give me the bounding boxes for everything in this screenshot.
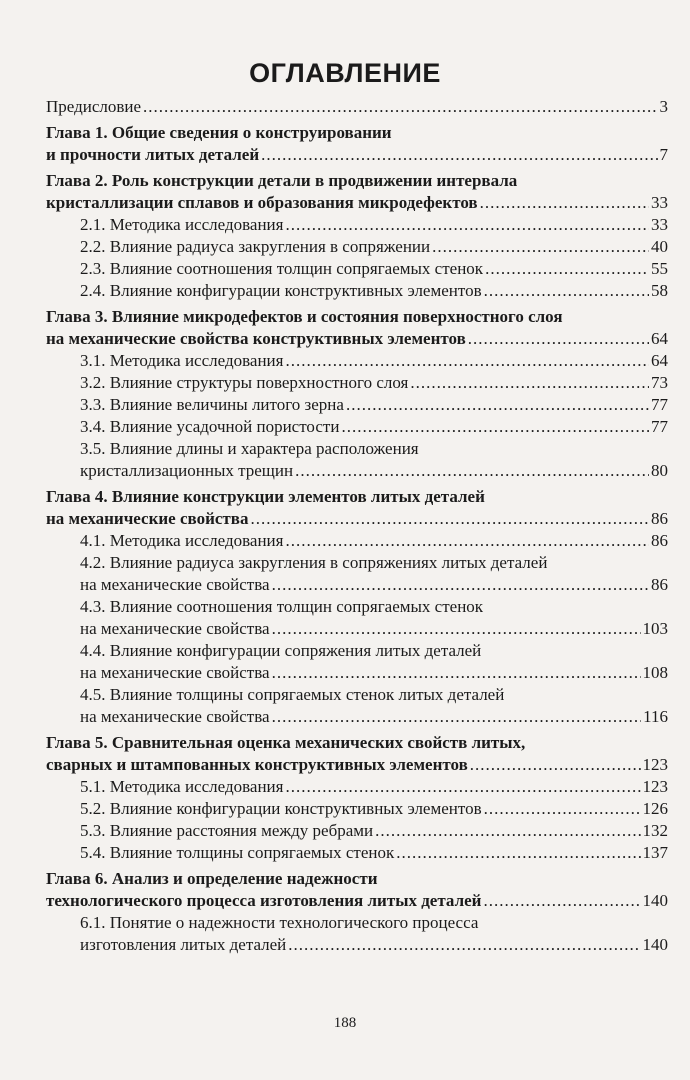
toc-entry-text: изготовления литых деталей	[80, 935, 287, 954]
toc-entry-text: на механические свойства	[46, 509, 249, 528]
toc-entry-text: 3.3. Влияние величины литого зерна	[80, 395, 344, 414]
toc-page-number: 140	[642, 891, 668, 910]
dot-leader	[470, 754, 641, 776]
toc-entry-text: кристаллизационных трещин	[80, 461, 294, 480]
dot-leader	[272, 662, 641, 684]
toc-page-number: 33	[651, 215, 668, 234]
toc-page-number: 58	[651, 281, 668, 300]
toc-entry-text: 2.1. Методика исследования	[80, 215, 284, 234]
dot-leader	[143, 96, 657, 118]
dot-leader	[288, 934, 640, 956]
dot-leader	[250, 508, 649, 530]
toc-chapter-entry	[46, 732, 668, 776]
toc-section-entry	[46, 280, 668, 302]
toc-chapter-entry	[46, 868, 668, 912]
toc-entry-text: Глава 3. Влияние микродефектов и состояния поверхностного слоя	[46, 307, 563, 326]
dot-leader	[295, 460, 649, 482]
toc-entry-text: 5.4. Влияние толщины сопрягаемых стенок	[80, 843, 395, 862]
toc-page-number: 123	[642, 755, 668, 774]
toc-entry-text: и прочности литых деталей	[46, 145, 260, 164]
dot-leader	[285, 214, 649, 236]
toc-entry-text: Глава 4. Влияние конструкции элементов литых деталей	[46, 487, 485, 506]
toc-section-entry	[46, 552, 668, 596]
toc-entry-text: Глава 6. Анализ и определение надежности	[46, 869, 378, 888]
toc-entry-text: на механические свойства	[80, 619, 270, 638]
toc-page-number: 77	[651, 395, 668, 414]
toc-section-entry	[46, 842, 668, 864]
dot-leader	[272, 574, 649, 596]
toc-page-number: 55	[651, 259, 668, 278]
dot-leader	[483, 890, 640, 912]
dot-leader	[285, 776, 640, 798]
toc-section-entry	[46, 912, 668, 956]
toc-page-number: 33	[651, 193, 668, 212]
toc-section-entry	[46, 372, 668, 394]
toc-entry-text: 6.1. Понятие о надежности технологического процесса	[80, 913, 479, 932]
toc-entry-text: 5.3. Влияние расстояния между ребрами	[80, 821, 374, 840]
toc-entry-text: 4.5. Влияние толщины сопрягаемых стенок литых деталей	[80, 685, 505, 704]
toc-chapter-entry	[46, 122, 668, 166]
toc-page-number: 86	[651, 509, 668, 528]
toc-section-entry	[46, 394, 668, 416]
toc-entry-text: Глава 5. Сравнительная оценка механических свойств литых,	[46, 733, 526, 752]
dot-leader	[285, 530, 649, 552]
toc-entry-text: 3.5. Влияние длины и характера расположения	[80, 439, 419, 458]
toc-section-entry	[46, 798, 668, 820]
toc-section-entry	[46, 214, 668, 236]
toc-page-number: 86	[651, 575, 668, 594]
toc-page-number: 86	[651, 531, 668, 550]
toc-entry-text: на механические свойства	[80, 663, 270, 682]
toc-entry-text: 3.4. Влияние усадочной пористости	[80, 417, 340, 436]
toc-section-entry	[46, 350, 668, 372]
toc-chapter-entry	[46, 170, 668, 214]
toc-entry-text: 5.1. Методика исследования	[80, 777, 284, 796]
toc-entry-text: 4.1. Методика исследования	[80, 531, 284, 550]
toc-entry-text: 4.4. Влияние конфигурации сопряжения литых деталей	[80, 641, 482, 660]
toc-entry-text: на механические свойства конструктивных элементов	[46, 329, 466, 348]
toc-entry-text: кристаллизации сплавов и образования микродефектов	[46, 193, 478, 212]
toc-page-number: 123	[642, 777, 668, 796]
toc-page-number: 103	[642, 619, 668, 638]
toc-entry-text: на механические свойства	[80, 575, 270, 594]
dot-leader	[432, 236, 649, 258]
toc-section-entry	[46, 776, 668, 798]
toc-page-number: 77	[651, 417, 668, 436]
table-of-contents	[46, 96, 668, 956]
toc-entry-text: 2.2. Влияние радиуса закругления в сопряжении	[80, 237, 431, 256]
toc-section-entry	[46, 530, 668, 552]
dot-leader	[396, 842, 640, 864]
dot-leader	[480, 192, 649, 214]
toc-entry-text: 4.3. Влияние соотношения толщин сопрягаемых стенок	[80, 597, 484, 616]
dot-leader	[375, 820, 640, 842]
toc-page-number: 126	[642, 799, 668, 818]
toc-entry-text: на механические свойства	[80, 707, 270, 726]
toc-entry-text: Глава 1. Общие сведения о конструировании	[46, 123, 392, 142]
toc-chapter-entry	[46, 96, 668, 118]
toc-page-number: 64	[651, 329, 668, 348]
toc-entry-text: 3.2. Влияние структуры поверхностного слоя	[80, 373, 409, 392]
toc-entry-text: 5.2. Влияние конфигурации конструктивных элементов	[80, 799, 482, 818]
toc-chapter-entry	[46, 486, 668, 530]
page-number: 188	[333, 1015, 357, 1031]
toc-section-entry	[46, 820, 668, 842]
toc-section-entry	[46, 640, 668, 684]
toc-entry-text: Глава 2. Роль конструкции детали в продвижении интервала	[46, 171, 518, 190]
toc-page-number: 73	[651, 373, 668, 392]
toc-page-number: 108	[642, 663, 668, 682]
dot-leader	[468, 328, 649, 350]
toc-entry-text: сварных и штампованных конструктивных элементов	[46, 755, 468, 774]
toc-entry-text: 2.3. Влияние соотношения толщин сопрягаемых стенок	[80, 259, 484, 278]
toc-page-number: 132	[642, 821, 668, 840]
toc-page-number: 3	[659, 97, 668, 116]
dot-leader	[272, 706, 642, 728]
toc-page-number: 137	[642, 843, 668, 862]
dot-leader	[410, 372, 649, 394]
toc-section-entry	[46, 416, 668, 438]
dot-leader	[341, 416, 649, 438]
toc-page-number: 64	[651, 351, 668, 370]
toc-page-number: 7	[659, 145, 668, 164]
page-title: ОГЛАВЛЕНИЕ	[249, 58, 441, 88]
toc-section-entry	[46, 236, 668, 258]
toc-page-number: 40	[651, 237, 668, 256]
toc-page-number: 116	[643, 707, 668, 726]
dot-leader	[484, 280, 649, 302]
toc-chapter-entry	[46, 306, 668, 350]
dot-leader	[346, 394, 649, 416]
toc-entry-text: Предисловие	[46, 97, 142, 116]
toc-page-number: 80	[651, 461, 668, 480]
toc-section-entry	[46, 258, 668, 280]
dot-leader	[285, 350, 649, 372]
dot-leader	[484, 798, 641, 820]
toc-section-entry	[46, 596, 668, 640]
toc-entry-text: 2.4. Влияние конфигурации конструктивных элементов	[80, 281, 482, 300]
toc-section-entry	[46, 438, 668, 482]
dot-leader	[261, 144, 657, 166]
toc-page-number: 140	[642, 935, 668, 954]
toc-entry-text: технологического процесса изготовления литых деталей	[46, 891, 482, 910]
dot-leader	[272, 618, 641, 640]
toc-section-entry	[46, 684, 668, 728]
toc-entry-text: 4.2. Влияние радиуса закругления в сопряжениях литых деталей	[80, 553, 548, 572]
toc-entry-text: 3.1. Методика исследования	[80, 351, 284, 370]
dot-leader	[485, 258, 649, 280]
